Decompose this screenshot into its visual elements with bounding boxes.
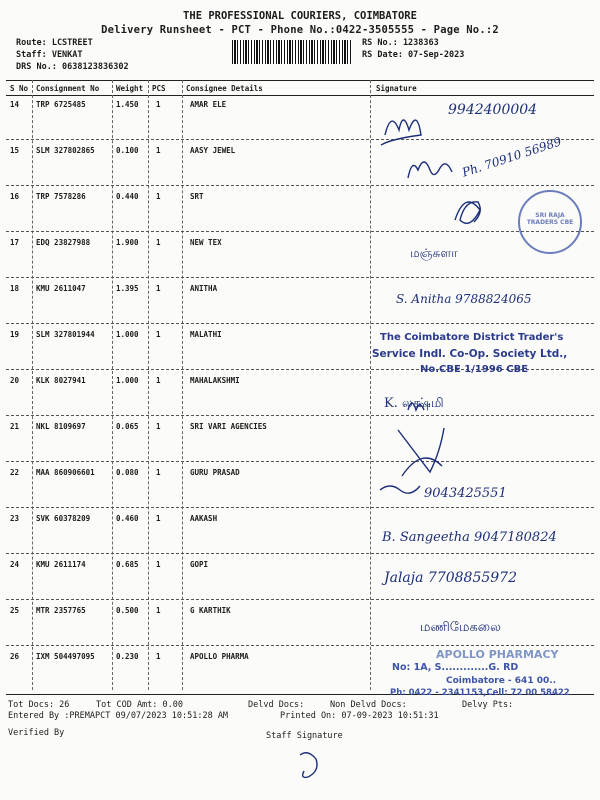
row-pcs: 1: [156, 100, 161, 109]
row-sno: 19: [10, 330, 20, 339]
signature-row16: [455, 202, 480, 224]
row-consignee: MAHALAKSHMI: [190, 376, 240, 385]
round-seal-text: SRI RAJA TRADERS CBE: [526, 212, 574, 226]
row-weight: 0.440: [116, 192, 139, 201]
row-weight: 0.460: [116, 514, 139, 523]
drs-number: DRS No.: 0638123836302: [16, 62, 129, 72]
row-pcs: 1: [156, 560, 161, 569]
row-weight: 1.000: [116, 376, 139, 385]
row-consignment: TRP 6725485: [36, 100, 86, 109]
handwritten-phone-row22: 9043425551: [424, 486, 507, 501]
row-pcs: 1: [156, 652, 161, 661]
signature-row22: [380, 486, 420, 493]
staff-label: Staff: VENKAT: [16, 50, 83, 60]
row-pcs: 1: [156, 514, 161, 523]
row-pcs: 1: [156, 376, 161, 385]
handwritten-row20: K. லக்ஷ்மி: [384, 396, 444, 411]
delivered-docs: Delvd Docs:: [248, 700, 305, 710]
row-pcs: 1: [156, 422, 161, 431]
row-consignee: SRI VARI AGENCIES: [190, 422, 267, 431]
row-sno: 26: [10, 652, 20, 661]
row-consignee: MALATHI: [190, 330, 222, 339]
row-pcs: 1: [156, 468, 161, 477]
route-label: Route: LCSTREET: [16, 38, 93, 48]
apollo-stamp-line1: APOLLO PHARMACY: [436, 648, 559, 661]
handwritten-phone-row14: 9942400004: [448, 102, 538, 118]
row-consignee: AMAR ELE: [190, 100, 227, 109]
row-consignment: MAA 860906601: [36, 468, 95, 477]
row-consignment: SLM 327802865: [36, 146, 95, 155]
row-weight: 1.900: [116, 238, 139, 247]
signature-row15: [408, 162, 452, 178]
row-consignee: GOPI: [190, 560, 209, 569]
row-weight: 0.685: [116, 560, 139, 569]
entered-by: Entered By :PREMAPCT 09/07/2023 10:51:28 AM: [8, 711, 229, 721]
staff-signature-label: Staff Signature: [266, 731, 343, 741]
row-consignee: APOLLO PHARMA: [190, 652, 249, 661]
col-consignment: Consignment No: [36, 84, 100, 93]
row-consignee: SRT: [190, 192, 204, 201]
row-weight: 1.000: [116, 330, 139, 339]
apollo-stamp-line2: No: 1A, S.............G. RD: [392, 662, 519, 673]
signature-row21: [398, 428, 444, 476]
apollo-stamp-line3: Coimbatore - 641 00..: [446, 676, 557, 686]
handwritten-row18: S. Anitha 9788824065: [396, 292, 532, 306]
non-delivered-docs: Non Delvd Docs:: [330, 700, 407, 710]
handwritten-phone-row15: Ph. 70910 56989: [460, 134, 564, 180]
handwritten-row23: B. Sangeetha 9047180824: [382, 530, 557, 545]
row-consignment: TRP 7578286: [36, 192, 86, 201]
row-sno: 14: [10, 100, 20, 109]
round-seal: [518, 190, 582, 254]
row-consignment: KLK 8027941: [36, 376, 86, 385]
row-consignment: SLM 327801944: [36, 330, 95, 339]
society-stamp-line1: The Coimbatore District Trader's: [380, 332, 564, 343]
handwritten-row25: மணிமேகலை: [420, 620, 501, 635]
row-consignee: AAKASH: [190, 514, 218, 523]
row-weight: 0.065: [116, 422, 139, 431]
total-cod-amount: Tot COD Amt: 0.00: [96, 700, 183, 710]
row-sno: 22: [10, 468, 20, 477]
row-sno: 16: [10, 192, 20, 201]
row-consignment: KMU 2611047: [36, 284, 86, 293]
runsheet-subtitle: Delivery Runsheet - PCT - Phone No.:0422-3505555 - Page No.:2: [101, 24, 499, 36]
printed-on: Printed On: 07-09-2023 10:51:31: [280, 711, 439, 721]
row-sno: 17: [10, 238, 20, 247]
apollo-stamp-line4: Ph: 0422 - 2341153,Cell: 72 00 58422: [390, 688, 570, 698]
row-consignment: MTR 2357765: [36, 606, 86, 615]
handwritten-row24: Jalaja 7708855972: [384, 570, 517, 586]
col-sno: S No: [10, 84, 29, 93]
row-consignment: KMU 2611174: [36, 560, 86, 569]
row-consignment: IXM 504497095: [36, 652, 95, 661]
col-weight: Weight: [116, 84, 144, 93]
row-pcs: 1: [156, 330, 161, 339]
col-pcs: PCS: [152, 84, 166, 93]
row-consignment: SVK 60378209: [36, 514, 91, 523]
row-consignee: GURU PRASAD: [190, 468, 240, 477]
delivery-points: Delvy Pts:: [462, 700, 514, 710]
row-sno: 25: [10, 606, 20, 615]
row-pcs: 1: [156, 284, 161, 293]
row-weight: 0.500: [116, 606, 139, 615]
row-pcs: 1: [156, 192, 161, 201]
handwritten-name-row17: மஞ்சுளா: [410, 246, 458, 260]
row-consignee: G KARTHIK: [190, 606, 231, 615]
rs-number: RS No.: 1238363: [362, 38, 439, 48]
row-sno: 18: [10, 284, 20, 293]
row-consignee: NEW TEX: [190, 238, 222, 247]
row-consignment: NKL 8109697: [36, 422, 86, 431]
row-sno: 23: [10, 514, 20, 523]
row-consignment: EDQ 23827988: [36, 238, 91, 247]
row-pcs: 1: [156, 146, 161, 155]
row-weight: 0.230: [116, 652, 139, 661]
total-docs: Tot Docs: 26: [8, 700, 70, 710]
row-weight: 0.080: [116, 468, 139, 477]
society-stamp-line3: No.CBE 1/1996 CBE: [420, 364, 529, 375]
row-sno: 20: [10, 376, 20, 385]
row-weight: 1.450: [116, 100, 139, 109]
society-stamp-line2: Service Indl. Co-Op. Society Ltd.,: [372, 348, 568, 360]
row-weight: 0.100: [116, 146, 139, 155]
col-signature: Signature: [376, 84, 417, 93]
company-title: THE PROFESSIONAL COURIERS, COIMBATORE: [183, 10, 417, 22]
row-consignee: ANITHA: [190, 284, 218, 293]
row-pcs: 1: [156, 238, 161, 247]
row-sno: 21: [10, 422, 20, 431]
verified-by-label: Verified By: [8, 728, 65, 738]
row-sno: 15: [10, 146, 20, 155]
staff-signature-mark: [300, 753, 317, 778]
row-weight: 1.395: [116, 284, 139, 293]
col-consignee: Consignee Details: [186, 84, 263, 93]
row-pcs: 1: [156, 606, 161, 615]
row-consignee: AASY JEWEL: [190, 146, 236, 155]
signature-row14: [381, 120, 421, 145]
rs-date: RS Date: 07-Sep-2023: [362, 50, 465, 60]
row-sno: 24: [10, 560, 20, 569]
